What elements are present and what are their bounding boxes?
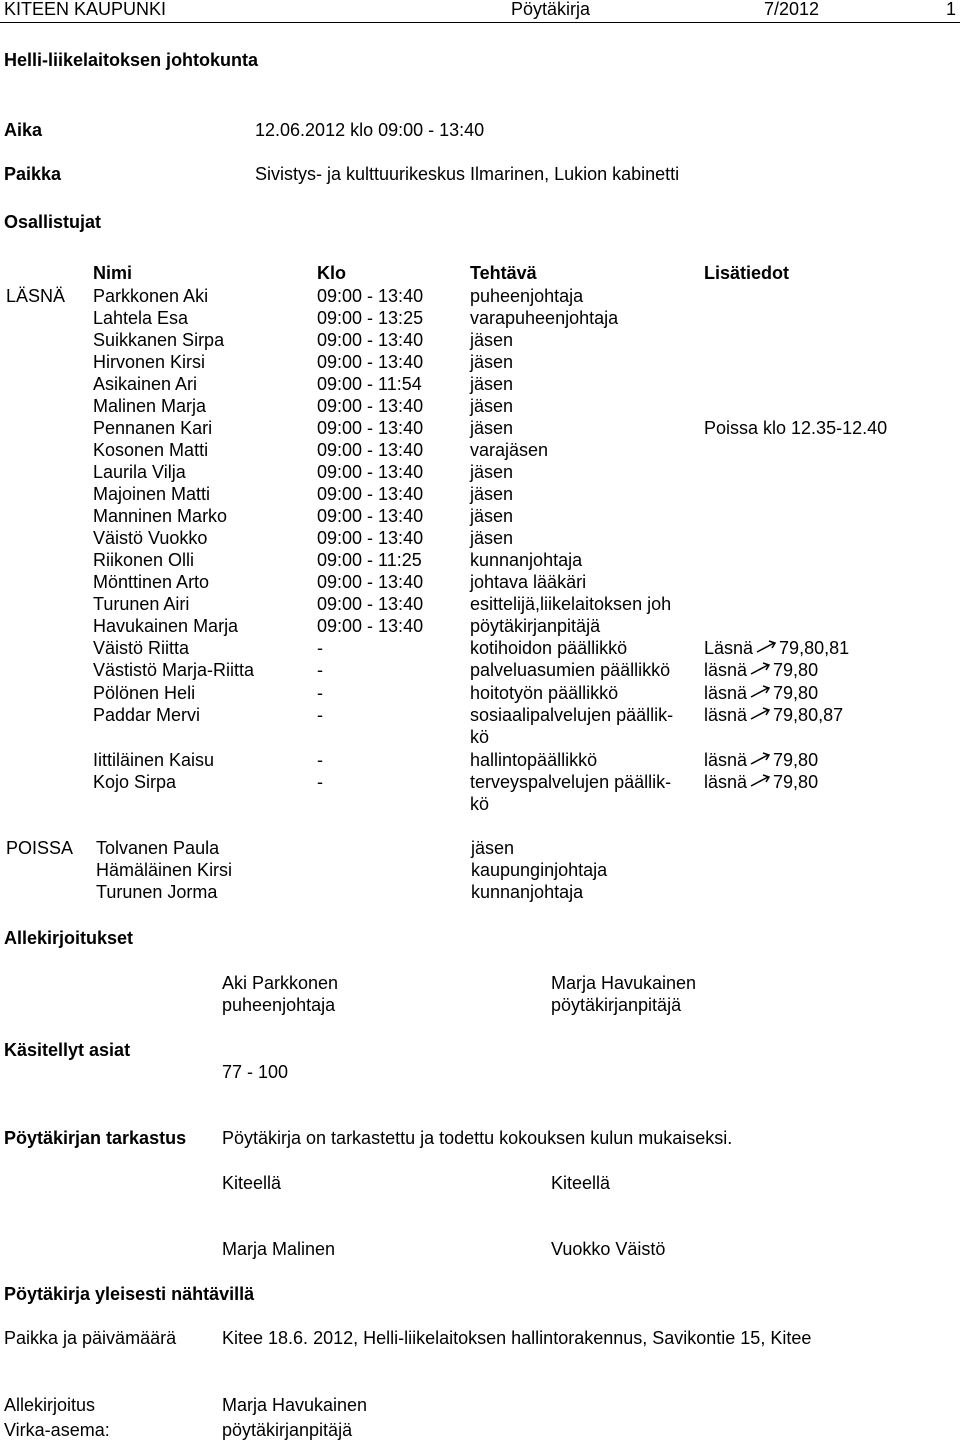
expert-note bbox=[704, 749, 818, 771]
participant-name: Suikkanen Sirpa bbox=[93, 330, 225, 350]
participant-role: jäsen bbox=[470, 352, 514, 372]
expert-time: - bbox=[317, 750, 323, 770]
participant-name: Hirvonen Kirsi bbox=[93, 352, 206, 372]
reference-arrow-icon bbox=[749, 751, 771, 769]
signatures-label: Allekirjoitukset bbox=[4, 928, 134, 948]
expert-role-line: kö bbox=[470, 727, 490, 747]
expert-note-word: läsnä bbox=[704, 750, 748, 770]
reference-arrow-icon bbox=[749, 773, 771, 791]
expert-time: - bbox=[317, 660, 323, 680]
org-name: KITEEN KAUPUNKI bbox=[4, 0, 167, 19]
expert-note-reference: 79,80,81 bbox=[779, 638, 850, 658]
reference-arrow-icon bbox=[755, 639, 777, 657]
participant-time: 09:00 - 13:40 bbox=[317, 330, 424, 350]
participant-time: 09:00 - 13:40 bbox=[317, 616, 424, 636]
participant-name: Parkkonen Aki bbox=[93, 286, 209, 306]
participant-role: jäsen bbox=[470, 484, 514, 504]
expert-role-line: sosiaalipalvelujen päällik- bbox=[470, 705, 674, 725]
expert-note bbox=[704, 682, 818, 704]
expert-name: Kojo Sirpa bbox=[93, 772, 177, 792]
paikka-value: Sivistys- ja kulttuurikeskus Ilmarinen, Lukion kabinetti bbox=[255, 164, 680, 184]
participant-role: varajäsen bbox=[470, 440, 549, 460]
document-number: 7/2012 bbox=[764, 0, 820, 19]
participant-role: jäsen bbox=[470, 462, 514, 482]
absent-name: Tolvanen Paula bbox=[96, 838, 220, 858]
document-type: Pöytäkirja bbox=[511, 0, 591, 19]
participant-name: Havukainen Marja bbox=[93, 616, 239, 636]
expert-note-word: läsnä bbox=[704, 772, 748, 792]
reference-arrow-icon bbox=[749, 706, 771, 724]
participant-role: johtava lääkäri bbox=[470, 572, 587, 592]
expert-note-reference: 79,80 bbox=[773, 750, 819, 770]
public-position-label: Virka-asema: bbox=[4, 1420, 110, 1440]
participant-time: 09:00 - 13:40 bbox=[317, 528, 424, 548]
review-text: Pöytäkirja on tarkastettu ja todettu kokouksen kulun mukaiseksi. bbox=[222, 1128, 733, 1148]
participant-time: 09:00 - 13:25 bbox=[317, 308, 424, 328]
col-header-tehtava: Tehtävä bbox=[470, 263, 537, 283]
participant-time: 09:00 - 13:40 bbox=[317, 594, 424, 614]
expert-role-line: kotihoidon päällikkö bbox=[470, 638, 628, 658]
absent-role: kaupunginjohtaja bbox=[471, 860, 608, 880]
expert-name: Väistö Riitta bbox=[93, 638, 190, 658]
governing-body: Helli-liikelaitoksen johtokunta bbox=[4, 50, 259, 70]
participant-time: 09:00 - 13:40 bbox=[317, 418, 424, 438]
aika-value: 12.06.2012 klo 09:00 - 13:40 bbox=[255, 120, 485, 140]
handled-value: 77 - 100 bbox=[222, 1062, 289, 1082]
expert-note-reference: 79,80,87 bbox=[773, 705, 844, 725]
present-label: LÄSNÄ bbox=[6, 286, 66, 306]
secretary-role: pöytäkirjanpitäjä bbox=[551, 995, 682, 1015]
participant-time: 09:00 - 13:40 bbox=[317, 440, 424, 460]
participant-role: jäsen bbox=[470, 418, 514, 438]
expert-time: - bbox=[317, 772, 323, 792]
expert-role-line: terveyspalvelujen päällik- bbox=[470, 772, 672, 792]
expert-note bbox=[704, 637, 849, 659]
participant-name: Kosonen Matti bbox=[93, 440, 209, 460]
participant-role: esittelijä,liikelaitoksen joh bbox=[470, 594, 672, 614]
participant-role: kunnanjohtaja bbox=[470, 550, 583, 570]
public-label: Pöytäkirja yleisesti nähtävillä bbox=[4, 1284, 255, 1304]
expert-note-word: läsnä bbox=[704, 683, 748, 703]
expert-note-word: läsnä bbox=[704, 660, 748, 680]
expert-note-reference: 79,80 bbox=[773, 683, 819, 703]
expert-time: - bbox=[317, 638, 323, 658]
participant-name: Malinen Marja bbox=[93, 396, 207, 416]
participant-name: Riikonen Olli bbox=[93, 550, 195, 570]
participant-role: jäsen bbox=[470, 506, 514, 526]
absent-name: Hämäläinen Kirsi bbox=[96, 860, 233, 880]
participant-time: 09:00 - 13:40 bbox=[317, 462, 424, 482]
reviewer-left-name: Marja Malinen bbox=[222, 1239, 336, 1259]
col-header-lisatiedot: Lisätiedot bbox=[704, 263, 790, 283]
participant-name: Mönttinen Arto bbox=[93, 572, 210, 592]
public-place-value: Kitee 18.6. 2012, Helli-liikelaitoksen hallintorakennus, Savikontie 15, Kitee bbox=[222, 1328, 812, 1348]
public-position-value: pöytäkirjanpitäjä bbox=[222, 1420, 353, 1440]
expert-note-reference: 79,80 bbox=[773, 772, 819, 792]
review-right-place: Kiteellä bbox=[551, 1173, 611, 1193]
participant-name: Turunen Airi bbox=[93, 594, 190, 614]
expert-note bbox=[704, 771, 818, 793]
osallistujat-label: Osallistujat bbox=[4, 212, 102, 232]
review-label: Pöytäkirjan tarkastus bbox=[4, 1128, 187, 1148]
expert-note bbox=[704, 704, 843, 726]
absent-label: POISSA bbox=[6, 838, 74, 858]
expert-time: - bbox=[317, 683, 323, 703]
public-sign-value: Marja Havukainen bbox=[222, 1395, 368, 1415]
expert-time: - bbox=[317, 705, 323, 725]
participant-name: Pennanen Kari bbox=[93, 418, 213, 438]
expert-role-line: hoitotyön päällikkö bbox=[470, 683, 619, 703]
participant-time: 09:00 - 13:40 bbox=[317, 484, 424, 504]
expert-name: Pölönen Heli bbox=[93, 683, 196, 703]
participant-role: jäsen bbox=[470, 396, 514, 416]
participant-role: varapuheenjohtaja bbox=[470, 308, 619, 328]
participant-name: Manninen Marko bbox=[93, 506, 228, 526]
participant-time: 09:00 - 13:40 bbox=[317, 506, 424, 526]
absent-name: Turunen Jorma bbox=[96, 882, 218, 902]
expert-role-line: hallintopäällikkö bbox=[470, 750, 598, 770]
participant-time: 09:00 - 13:40 bbox=[317, 286, 424, 306]
participant-role: jäsen bbox=[470, 374, 514, 394]
expert-role-line: palveluasumien päällikkö bbox=[470, 660, 671, 680]
expert-name: Västistö Marja-Riitta bbox=[93, 660, 255, 680]
chair-role: puheenjohtaja bbox=[222, 995, 336, 1015]
participant-role: jäsen bbox=[470, 528, 514, 548]
secretary-name: Marja Havukainen bbox=[551, 973, 697, 993]
participant-role: pöytäkirjanpitäjä bbox=[470, 616, 601, 636]
reference-arrow-icon bbox=[749, 661, 771, 679]
participant-time: 09:00 - 11:54 bbox=[317, 374, 422, 394]
participant-name: Lahtela Esa bbox=[93, 308, 189, 328]
participant-role: jäsen bbox=[470, 330, 514, 350]
expert-role-line: kö bbox=[470, 794, 490, 814]
paikka-label: Paikka bbox=[4, 164, 62, 184]
absent-role: kunnanjohtaja bbox=[471, 882, 584, 902]
reviewer-right-name: Vuokko Väistö bbox=[551, 1239, 666, 1259]
public-place-label: Paikka ja päivämäärä bbox=[4, 1328, 177, 1348]
participant-time: 09:00 - 13:40 bbox=[317, 396, 424, 416]
participant-time: 09:00 - 11:25 bbox=[317, 550, 422, 570]
page-number: 1 bbox=[946, 0, 957, 19]
participant-name: Laurila Vilja bbox=[93, 462, 186, 482]
participant-name: Väistö Vuokko bbox=[93, 528, 208, 548]
expert-name: Iittiläinen Kaisu bbox=[93, 750, 215, 770]
expert-note-word: Läsnä bbox=[704, 638, 754, 658]
participant-time: 09:00 - 13:40 bbox=[317, 572, 424, 592]
participant-note: Poissa klo 12.35-12.40 bbox=[704, 418, 888, 438]
absent-role: jäsen bbox=[471, 838, 515, 858]
handled-label: Käsitellyt asiat bbox=[4, 1040, 131, 1060]
chair-name: Aki Parkkonen bbox=[222, 973, 339, 993]
aika-label: Aika bbox=[4, 120, 43, 140]
expert-note bbox=[704, 659, 818, 681]
expert-note-reference: 79,80 bbox=[773, 660, 819, 680]
col-header-klo: Klo bbox=[317, 263, 346, 283]
public-sign-label: Allekirjoitus bbox=[4, 1395, 96, 1415]
review-left-place: Kiteellä bbox=[222, 1173, 282, 1193]
participant-name: Asikainen Ari bbox=[93, 374, 198, 394]
col-header-nimi: Nimi bbox=[93, 263, 133, 283]
reference-arrow-icon bbox=[749, 684, 771, 702]
participant-time: 09:00 - 13:40 bbox=[317, 352, 424, 372]
expert-name: Paddar Mervi bbox=[93, 705, 201, 725]
header-rule bbox=[0, 22, 960, 23]
participant-name: Majoinen Matti bbox=[93, 484, 211, 504]
expert-note-word: läsnä bbox=[704, 705, 748, 725]
participant-role: puheenjohtaja bbox=[470, 286, 584, 306]
